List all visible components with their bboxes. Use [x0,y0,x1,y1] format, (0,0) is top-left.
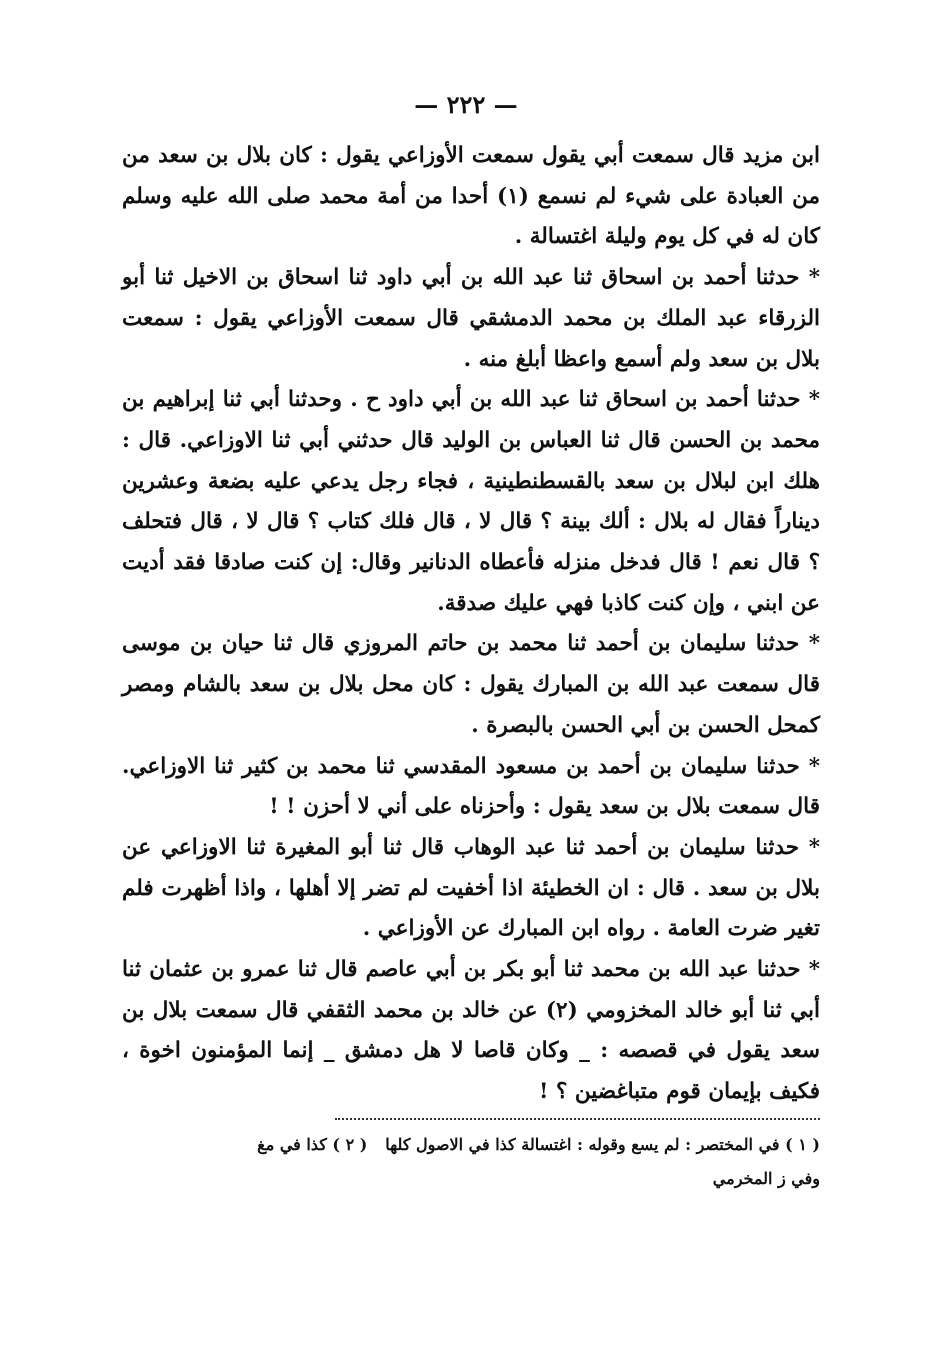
paragraph: * حدثنا أحمد بن اسحاق ثنا عبد الله بن أبي داود ثنا اسحاق بن الاخيل ثنا أبو الزرقاء عبد الملك بن محمد الدمشقي قال سمعت الأوزاعي يقول : سمعت بلال بن سعد ولم أسمع واعظا أبلغ منه . [122,265,820,372]
main-text [122,136,820,1113]
footnote-2-continuation: وفي ز المخرمي [712,1169,820,1188]
paragraph: * حدثنا سليمان بن أحمد ثنا محمد بن حاتم المروزي قال ثنا حيان بن موسى قال سمعت عبد الله بن المبارك يقول : كان محل بلال بن سعد بالشام ومصر كمحل الحسن بن أبي الحسن بالبصرة . [122,631,820,738]
footnote-2: ( ٢ ) كذا في مغ [257,1135,368,1154]
footnote-1: ( ١ ) في المختصر : لم يسع وقوله : اغتسالة كذا في الاصول كلها [385,1135,820,1154]
footnotes [122,1128,820,1196]
paragraph: * حدثنا سليمان بن أحمد ثنا عبد الوهاب قال ثنا أبو المغيرة ثنا الاوزاعي عن بلال بن سعد . قال : ان الخطيئة اذا أخفيت لم تضر إلا أهلها ، واذا أظهرت فلم تغير ضرت العامة . رواه ابن المبارك عن الأوزاعي . [122,834,820,942]
paragraph: * حدثنا أحمد بن اسحاق ثنا عبد الله بن أبي داود ح . وحدثنا أبي ثنا إبراهيم بن محمد بن الحسن قال ثنا العباس بن الوليد قال حدثني أبي ثنا الاوزاعي. قال : هلك ابن لبلال بن سعد بالقسطنطينية ، فجاء رجل يدعي عليه بضعة وعشرين ديناراً فقال له بلال : ألك بينة ؟ قال لا ، قال فلك كتاب ؟ قال لا ، قال فتحلف ؟ قال نعم ! قال فدخل منزله فأعطاه الدنانير وقال: إن كنت صادقا فقد أديت عن ابني ، وإن كنت كاذبا فهي عليك صدقة. [122,387,820,616]
paragraph: * حدثنا سليمان بن أحمد بن مسعود المقدسي ثنا محمد بن كثير ثنا الاوزاعي. قال سمعت بلال بن سعد يقول : وأحزناه على أني لا أحزن ! ! [122,753,820,820]
paragraph: * حدثنا عبد الله بن محمد ثنا أبو بكر بن أبي عاصم قال ثنا عمرو بن عثمان ثنا أبي ثنا أبو خالد المخزومي (٢) عن خالد بن محمد الثقفي قال سمعت بلال بن سعد يقول في قصصه : _ وكان قاصا لا هل دمشق _ إنما المؤمنون اخوة ، فكيف بإيمان قوم متباغضين ؟ ! [122,957,820,1105]
paragraph: ابن مزيد قال سمعت أبي يقول سمعت الأوزاعي يقول : كان بلال بن سعد من من العبادة على شيء لم نسمع (١) أحدا من أمة محمد صلى الله عليه وسلم كان له في كل يوم وليلة اغتسالة . [122,143,820,250]
footnote-separator [335,1118,820,1120]
page-number: — ٢٢٢ — [414,90,518,119]
footnote-line [122,1128,820,1162]
